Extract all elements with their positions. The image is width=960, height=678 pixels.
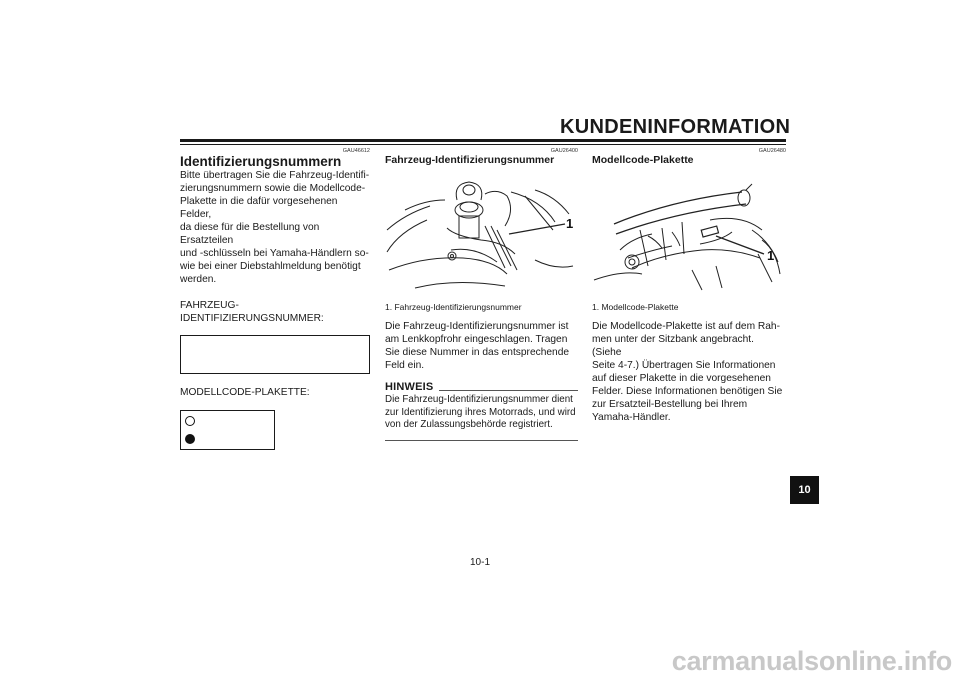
callout-number: 1 (767, 248, 775, 263)
text-line: Sie diese Nummer in das entsprechende (385, 347, 570, 358)
note-end-rule (385, 440, 578, 441)
text-line: da diese für die Bestellung von Ersatzteilen (180, 222, 320, 246)
figure-caption: 1. Modellcode-Plakette (592, 302, 679, 312)
text-line: men unter der Sitzbank angebracht. (Siehe (592, 334, 754, 358)
text-line: auf dieser Plakette in die vorgesehenen (592, 373, 771, 384)
vin-paragraph (385, 320, 578, 372)
text-line: zur Ersatzteil-Bestellung bei Ihrem (592, 399, 748, 410)
figure-caption: 1. Fahrzeug-Identifizierungsnummer (385, 302, 522, 312)
model-code-paragraph (592, 320, 786, 424)
text-line: von der Zulassungsbehörde registriert. (385, 419, 553, 430)
note-rule (439, 390, 578, 391)
text-line: werden. (180, 274, 217, 285)
header-rule-thin (180, 144, 786, 145)
text-line: wie bei einer Diebstahlmeldung benötigt (180, 261, 361, 272)
text-line: und -schlüsseln bei Yamaha-Händlern so- (180, 248, 369, 259)
vin-label (180, 299, 370, 325)
text-line: Feld ein. (385, 360, 425, 371)
note-text (385, 394, 578, 432)
text-line: zur Identifizierung ihres Motorrads, und wird (385, 406, 576, 418)
text-line: Plakette in die dafür vorgesehenen Felder, (180, 196, 338, 220)
open-circle-icon (185, 416, 195, 426)
intro-paragraph (180, 169, 370, 286)
column-vin (385, 148, 578, 441)
note-title: HINWEIS (385, 381, 434, 393)
frame-label-illustration (592, 170, 786, 292)
column-identification-numbers (180, 148, 370, 450)
page-title: KUNDENINFORMATION (560, 116, 791, 138)
callout-number: 1 (566, 216, 574, 231)
model-code-label: MODELLCODE-PLAKETTE: (180, 387, 310, 398)
text-line: Felder. Diese Informationen benötigen Sie (592, 386, 783, 397)
note-heading-row (385, 381, 578, 393)
text-line: Die Modellcode-Plakette ist auf dem Rah- (592, 321, 780, 332)
chapter-tab: 10 (790, 476, 819, 504)
vin-label-line-2: IDENTIFIZIERUNGSNUMMER: (180, 313, 324, 324)
vin-label-line-1: FAHRZEUG- (180, 300, 239, 311)
section-code: GAU26480 (758, 148, 786, 154)
text-line: am Lenkkopfrohr eingeschlagen. Tragen (385, 334, 568, 345)
vin-entry-box[interactable] (180, 335, 370, 374)
header-rule (180, 139, 786, 142)
steering-head-illustration (385, 170, 578, 292)
text-line: Die Fahrzeug-Identifizierungsnummer ist (385, 321, 569, 332)
text-line: Die Fahrzeug-Identifizierungsnummer dient (385, 394, 573, 405)
text-line: zierungsnummern sowie die Modellcode- (180, 183, 366, 194)
section-heading: Identifizierungsnummern (180, 154, 342, 169)
section-heading: Modellcode-Plakette (592, 154, 694, 166)
page-number: 10-1 (469, 557, 490, 568)
text-line: Yamaha-Händler. (592, 412, 671, 423)
section-heading: Fahrzeug-Identifizierungsnummer (385, 154, 555, 166)
text-line: Bitte übertragen Sie die Fahrzeug-Identifi- (180, 170, 370, 181)
watermark: carmanualsonline.info (671, 646, 952, 676)
section-code: GAU46612 (342, 148, 370, 154)
model-code-entry-box[interactable] (180, 410, 275, 450)
filled-circle-icon (185, 434, 195, 444)
column-model-code (592, 148, 786, 424)
text-line: Seite 4-7.) Übertragen Sie Informationen (592, 360, 776, 371)
section-code: GAU26400 (550, 148, 578, 154)
